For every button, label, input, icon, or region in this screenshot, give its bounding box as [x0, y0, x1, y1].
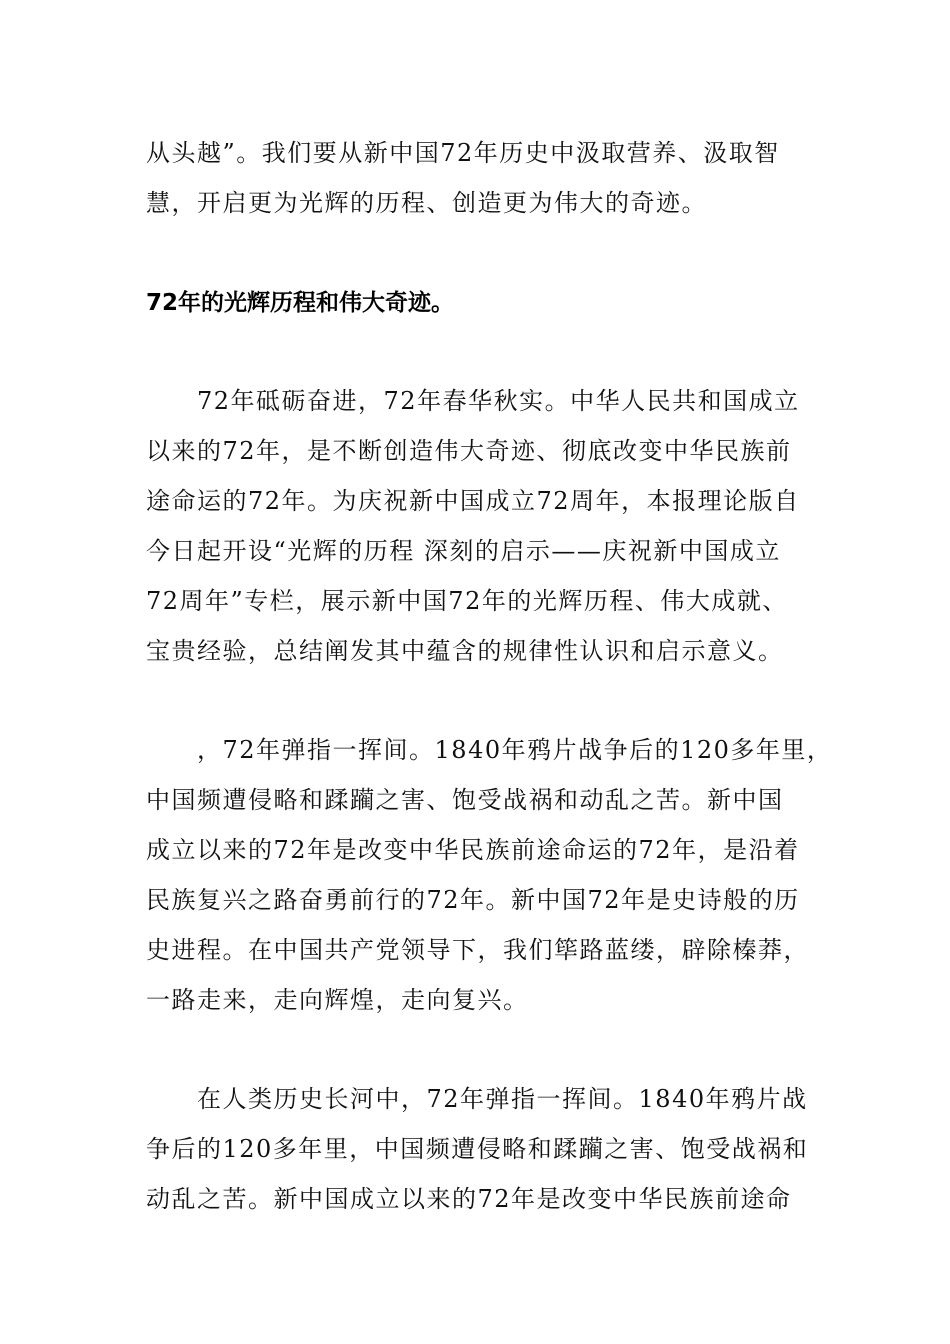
- paragraph-1-line-1: 从头越”。我们要从新中国72年历史中汲取营养、汲取智: [146, 139, 780, 167]
- paragraph-2-line-6: 宝贵经验，总结阐发其中蕴含的规律性认识和启示意义。: [146, 637, 784, 665]
- paragraph-3-line-6: 一路走来，走向辉煌，走向复兴。: [146, 986, 529, 1014]
- paragraph-1-line-2: 慧，开启更为光辉的历程、创造更为伟大的奇迹。: [146, 189, 707, 217]
- section-heading: 72年的光辉历程和伟大奇迹。: [146, 290, 455, 316]
- paragraph-2-line-5: 72周年”专栏，展示新中国72年的光辉历程、伟大成就、: [146, 587, 788, 615]
- paragraph-3: [146, 725, 833, 1025]
- paragraph-3-line-1: ，72年弹指一挥间。1840年鸦片战争后的120多年里，: [146, 736, 833, 764]
- paragraph-4-line-2: 争后的120多年里，中国频遭侵略和蹂躏之害、饱受战祸和: [146, 1135, 809, 1163]
- paragraph-3-line-5: 史进程。在中国共产党领导下，我们筚路蓝缕，辟除榛莽，: [146, 936, 809, 964]
- paragraph-4-line-1: 在人类历史长河中，72年弹指一挥间。1840年鸦片战: [146, 1085, 808, 1113]
- paragraph-2: [146, 376, 811, 676]
- paragraph-2-line-2: 以来的72年，是不断创造伟大奇迹、彻底改变中华民族前: [146, 437, 792, 465]
- paragraph-3-line-3: 成立以来的72年是改变中华民族前途命运的72年，是沿着: [146, 836, 800, 864]
- paragraph-2-line-1: 72年砥砺奋进，72年春华秋实。中华人民共和国成立: [146, 387, 800, 415]
- paragraph-2-line-4: 今日起开设“光辉的历程 深刻的启示——庆祝新中国成立: [146, 537, 781, 565]
- paragraph-1: [146, 128, 811, 228]
- paragraph-3-line-2: 中国频遭侵略和蹂躏之害、饱受战祸和动乱之苦。新中国: [146, 786, 784, 814]
- paragraph-3-line-4: 民族复兴之路奋勇前行的72年。新中国72年是史诗般的历: [146, 886, 800, 914]
- paragraph-2-line-3: 途命运的72年。为庆祝新中国成立72周年，本报理论版自: [146, 487, 800, 515]
- paragraph-4: [146, 1074, 811, 1224]
- paragraph-4-line-3: 动乱之苦。新中国成立以来的72年是改变中华民族前途命: [146, 1185, 792, 1213]
